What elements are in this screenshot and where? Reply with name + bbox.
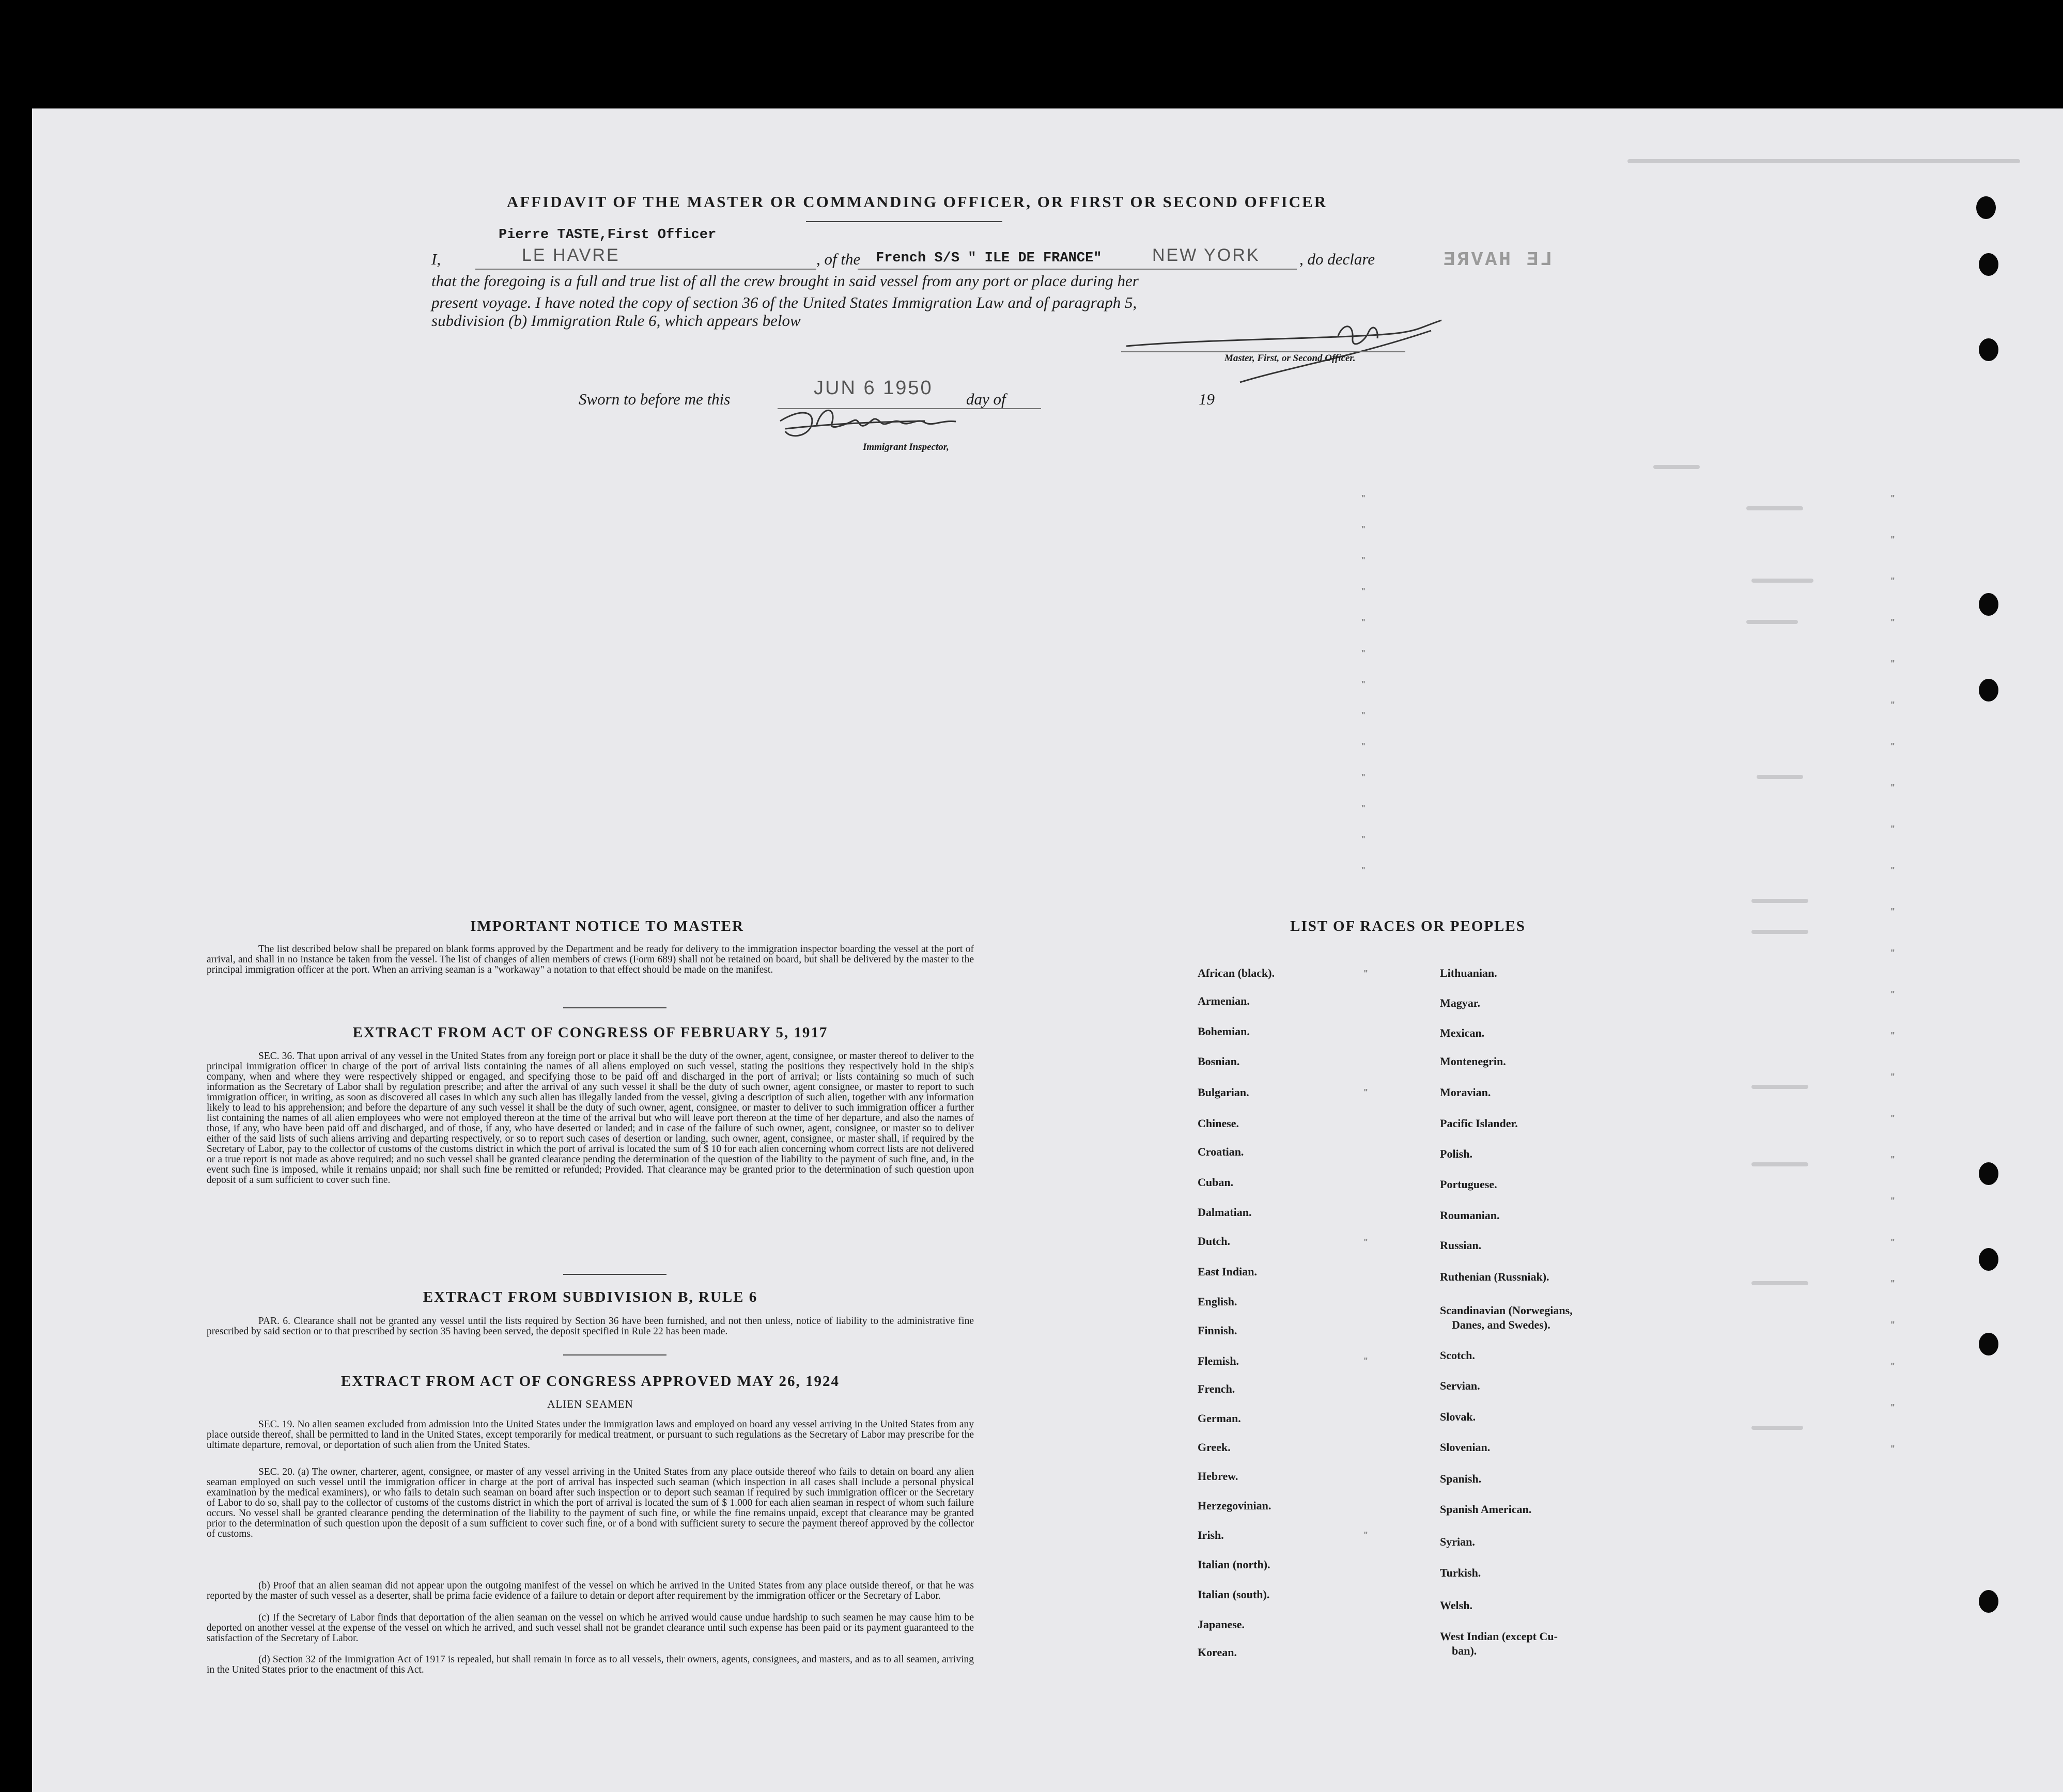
section-divider: [563, 1007, 666, 1008]
race-item: Montenegrin.: [1440, 1055, 1506, 1068]
race-item: Pacific Islander.: [1440, 1117, 1518, 1130]
ditto-mark: ": [1361, 834, 1366, 846]
officer-caption: Master, First, or Second Officer.: [1224, 353, 1356, 364]
ditto-mark: ": [1891, 1403, 1895, 1414]
notice-text: The list described below shall be prepared on blank forms approved by the Department and be ready for delivery to the immigration inspector boarding the vessel at the port of arrival, and shall in no instance be taken from the vessel. The list of changes of alien members of crews (Form 689) shall not be retained on board, but shall be delivered by the master to the principal immigration officer at the port. When an arriving seaman is a "workaway" a notation to that effect should be made on the manifest.: [207, 944, 974, 975]
extract-1924-sec20b: (b) Proof that an alien seaman did not appear upon the outgoing manifest of the vessel on which he arrived in the United States from any place outside thereof, or that he was reported by the master of such vessel as a deserter, shall be prima facie evidence of a failure to detain or deport after requirement by the immigration officer or the Secretary of Labor.: [207, 1580, 974, 1601]
race-item: German.: [1198, 1412, 1241, 1425]
ditto-mark: ": [1361, 865, 1366, 877]
race-item: Portuguese.: [1440, 1178, 1497, 1191]
race-item: Hebrew.: [1198, 1470, 1238, 1483]
inspector-caption: Immigrant Inspector,: [863, 442, 949, 453]
year-prefix: 19: [1199, 390, 1215, 408]
race-item: Italian (south).: [1198, 1588, 1270, 1601]
affidavit-title-underline: [806, 221, 1002, 222]
ditto-mark: ": [1891, 741, 1895, 753]
race-item: Chinese.: [1198, 1117, 1239, 1130]
punch-hole: [1979, 593, 1998, 616]
rule6-text: PAR. 6. Clearance shall not be granted any vessel until the lists required by Section 36 have been furnished, and not then unless, notice of liability to the administrative fine prescribed by said section or to that prescribed by section 35 having been served, the deposit specified in Rule 22 has been made.: [207, 1316, 974, 1337]
races-title: LIST OF RACES OR PEOPLES: [1290, 918, 1526, 934]
race-item: Cuban.: [1198, 1176, 1234, 1189]
race-item: Slovak.: [1440, 1410, 1476, 1423]
race-item: Spanish.: [1440, 1472, 1482, 1485]
extract-1917-text: SEC. 36. That upon arrival of any vessel in the United States from any foreign port or place it shall be the duty of the owner, agent, consignee, or master thereof to deliver to the principal immigration officer in charge of the port of arrival lists containing the names of all aliens employed on such vessel, stating the positions they respectively hold in the ship's company, when and where they were respectively shipped or engaged, and specifying those to be paid off and discharged in the port of arrival; or lists containing so much of such information as the Secretary of Labor shall by regulation prescribe; and after the arrival of any such vessel it shall be the duty of such owner, agent consignee, or master to report to such immigration officer, in writing, as soon as discovered all cases in which any such alien has illegally landed from the vessel, giving a description of such alien, together with any information likely to lead to his apprehension; and before the departure of any such vessel it shall be the duty of such owner, agent, consignee, or master to deliver to such immigration officer a further list containing the names of all alien employees who were not employed thereon at the time of the arrival but who will leave port thereon at the time of her departure, and also the names of those, if any, who have been paid off and discharged, and of those, if any, who have deserted or landed; and in case of the failure of such owner, agent, consignee, or master so to deliver either of the said lists of such aliens arriving and departing respectively, or so to report such cases of desertion or landing, such owner, agent, consignee, or master shall, if required by the Secretary of Labor, pay to the collector of customs of the customs district in which the port of arrival is located the sum of $ 10 for each alien concerning whom correct lists are not delivered or a true report is not made as above required; and no such vessel shall be granted clearance pending the determination of the question of the liability to the payment of such fine, and, in the event such fine is imposed, while it remains unpaid; nor shall such fine be remitted or refunded; Provided. That clearance may be granted prior to the determination of such question upon deposit of a sum sufficient to cover such fine.: [207, 1051, 974, 1186]
sworn-text: Sworn to before me this: [579, 390, 731, 408]
race-item: Roumanian.: [1440, 1209, 1500, 1222]
race-item: Italian (north).: [1198, 1558, 1270, 1571]
race-item: Welsh.: [1440, 1599, 1472, 1612]
race-item: ban).: [1452, 1644, 1477, 1657]
ditto-mark: ": [1891, 1237, 1895, 1249]
ditto-mark: ": [1891, 824, 1895, 835]
extract-1924-title: EXTRACT FROM ACT OF CONGRESS APPROVED MAY 26, 1924: [341, 1373, 840, 1390]
race-item: Greek.: [1198, 1441, 1231, 1454]
port-stamp-new-york: NEW YORK: [1152, 245, 1260, 265]
affidavit-line-3: present voyage. I have noted the copy of section 36 of the United States Immigration Law and of paragraph 5,: [431, 293, 1137, 311]
race-item: Slovenian.: [1440, 1441, 1491, 1454]
notice-title: IMPORTANT NOTICE TO MASTER: [470, 918, 744, 934]
ditto-mark: ": [1364, 1356, 1368, 1367]
port-stamp-le-havre: LE HAVRE: [522, 245, 620, 265]
ditto-mark: ": [1361, 803, 1366, 815]
ditto-mark: ": [1361, 555, 1366, 567]
race-item: Moravian.: [1440, 1086, 1491, 1099]
do-declare-text: , do declare: [1299, 250, 1375, 268]
bleed-through-text: LE HAVRE: [1441, 249, 1553, 271]
ditto-mark: ": [1361, 648, 1366, 660]
race-item: Dutch.: [1198, 1235, 1230, 1248]
race-item: Flemish.: [1198, 1354, 1239, 1367]
ditto-mark: ": [1891, 1279, 1895, 1290]
ditto-mark: ": [1891, 989, 1895, 1001]
ditto-mark: ": [1364, 1237, 1368, 1249]
race-item: Danes, and Swedes).: [1452, 1318, 1550, 1331]
of-the-text: , of the: [816, 250, 861, 268]
ditto-mark: ": [1891, 493, 1895, 505]
race-item: Croatian.: [1198, 1145, 1244, 1158]
affidavit-title: AFFIDAVIT OF THE MASTER OR COMMANDING OFFICER, OR FIRST OR SECOND OFFICER: [506, 193, 1328, 211]
ditto-mark: ": [1361, 586, 1366, 598]
ditto-mark: ": [1361, 617, 1366, 629]
race-item: East Indian.: [1198, 1265, 1257, 1278]
ditto-mark: ": [1891, 1320, 1895, 1331]
officer-signature: [1121, 310, 1452, 387]
ditto-mark: ": [1891, 1361, 1895, 1373]
ditto-mark: ": [1891, 783, 1895, 794]
ditto-mark: ": [1361, 710, 1366, 722]
race-item: Irish.: [1198, 1529, 1224, 1541]
ditto-mark: ": [1891, 1196, 1895, 1207]
ditto-mark: ": [1891, 535, 1895, 546]
vessel-underline: [858, 269, 1297, 270]
punch-hole: [1979, 1333, 1998, 1355]
affidavit-line-2: that the foregoing is a full and true list of all the crew brought in said vessel from any port or place during her: [431, 272, 1139, 290]
race-item: Mexican.: [1440, 1026, 1485, 1039]
vessel-name-typed: French S/S " ILE DE FRANCE": [876, 251, 1102, 266]
extract-1924-sec20d: (d) Section 32 of the Immigration Act of 1917 is repealed, but shall remain in force as to all vessels, their owners, agents, consignees, and masters, and as to all seamen, arriving in the United States prior to the enactment of this Act.: [207, 1654, 974, 1675]
race-item: Ruthenian (Russniak).: [1440, 1270, 1549, 1283]
race-item: French.: [1198, 1382, 1235, 1395]
punch-hole: [1979, 253, 1998, 276]
ditto-mark: ": [1891, 700, 1895, 711]
ditto-mark: ": [1361, 493, 1366, 505]
ditto-mark: ": [1361, 772, 1366, 784]
ditto-mark: ": [1891, 907, 1895, 918]
ditto-mark: ": [1361, 679, 1366, 691]
extract-1924-sec20a: SEC. 20. (a) The owner, charterer, agent, consignee, or master of any vessel arriving in the United States from any place outside thereof who fails to detain on board any alien seaman employed on such vessel until the immigration officer in charge at the port of arrival has inspected such seaman (which inspection in all cases shall include a personal physical examination by the medical examiners), or who fails to detain such seaman on board after such inspection or to deport such seaman if required by such immigration officer or the Secretary of Labor to do so, shall pay to the collector of customs of the customs district in which the port of arrival is located the sum of $ 1.000 for each alien seaman in respect of whom such failure occurs. No vessel shall be granted clearance pending the determination of the liability to the payment of such fine, or while the fine remains unpaid, except that clearance may be granted prior to the determination of such question upon the deposit of a sum sufficient to cover such fine, or of a bond with sufficient surety to secure the payment thereof approved by the collector of customs.: [207, 1467, 974, 1539]
race-item: Dalmatian.: [1198, 1206, 1252, 1219]
affidavit-line-4: subdivision (b) Immigration Rule 6, which appears below: [431, 311, 801, 330]
officer-name-typed: Pierre TASTE,First Officer: [499, 227, 717, 243]
alien-seamen-subtitle: ALIEN SEAMEN: [547, 1398, 633, 1410]
ditto-mark: ": [1891, 617, 1895, 629]
race-item: Finnish.: [1198, 1324, 1237, 1337]
ditto-mark: ": [1891, 1113, 1895, 1125]
ditto-mark: ": [1364, 969, 1368, 980]
ditto-mark: ": [1891, 1031, 1895, 1042]
ditto-mark: ": [1891, 865, 1895, 877]
race-item: Bulgarian.: [1198, 1086, 1249, 1099]
name-underline: [475, 269, 816, 270]
race-item: Bosnian.: [1198, 1055, 1240, 1068]
ditto-mark: ": [1891, 576, 1895, 587]
ditto-mark: ": [1364, 1087, 1368, 1099]
punch-hole: [1979, 1248, 1998, 1271]
race-item: Herzegovinian.: [1198, 1499, 1271, 1512]
race-item: Bohemian.: [1198, 1025, 1250, 1038]
race-item: Lithuanian.: [1440, 967, 1497, 979]
race-item: Korean.: [1198, 1646, 1237, 1659]
ditto-mark: ": [1364, 1530, 1368, 1541]
section-divider: [563, 1354, 666, 1355]
pronoun-i: I,: [431, 250, 441, 268]
rule6-title: EXTRACT FROM SUBDIVISION B, RULE 6: [423, 1289, 758, 1305]
ditto-mark: ": [1891, 1072, 1895, 1083]
punch-hole: [1976, 196, 1996, 219]
extract-1917-title: EXTRACT FROM ACT OF CONGRESS OF FEBRUARY 5, 1917: [352, 1024, 828, 1041]
day-of-text: day of: [966, 390, 1006, 408]
section-divider: [563, 1274, 666, 1275]
race-item: Syrian.: [1440, 1535, 1475, 1548]
sworn-date-stamp: JUN 6 1950: [814, 377, 933, 399]
race-item: Turkish.: [1440, 1566, 1481, 1579]
punch-hole: [1979, 1162, 1998, 1185]
extract-1924-sec20c: (c) If the Secretary of Labor finds that deportation of the alien seaman on the vessel on which he arrived would cause undue hardship to such seamen he may cause him to be deported on another vessel at the expense of the vessel on which he arrived, and such vessel shall not be grandet clearance until such expense has been paid or its payment guaranteed to the satisfaction of the Secretary of Labor.: [207, 1612, 974, 1644]
race-item: West Indian (except Cu-: [1440, 1630, 1558, 1643]
race-item: English.: [1198, 1295, 1237, 1308]
officer-signature-line: [1121, 351, 1405, 352]
punch-hole: [1979, 338, 1998, 361]
race-item: Japanese.: [1198, 1618, 1245, 1631]
race-item: Armenian.: [1198, 994, 1250, 1007]
race-item: Polish.: [1440, 1147, 1472, 1160]
ditto-mark: ": [1361, 741, 1366, 753]
ditto-mark: ": [1891, 659, 1895, 670]
inspector-signature: [770, 400, 1059, 442]
punch-hole: [1979, 679, 1998, 702]
race-item: Scotch.: [1440, 1349, 1475, 1362]
ditto-mark: ": [1891, 1155, 1895, 1166]
punch-hole: [1979, 1590, 1998, 1613]
race-item: Spanish American.: [1440, 1503, 1532, 1516]
race-item: Scandinavian (Norwegians,: [1440, 1304, 1573, 1317]
ditto-mark: ": [1891, 948, 1895, 959]
race-item: Servian.: [1440, 1379, 1480, 1392]
ditto-mark: ": [1891, 1444, 1895, 1455]
extract-1924-sec19: SEC. 19. No alien seamen excluded from admission into the United States under the immigration laws and employed on board any vessel arriving in the United States from any place outside thereof, shall be permitted to land in the United States, except temporarily for medical treatment, or pursuant to such regulations as the Secretary of Labor may prescribe for the ultimate departure, removal, or deportation of such alien from the United States.: [207, 1419, 974, 1451]
race-item: Russian.: [1440, 1239, 1482, 1252]
ditto-mark: ": [1361, 524, 1366, 536]
race-item: Magyar.: [1440, 996, 1481, 1009]
race-item: African (black).: [1198, 967, 1275, 979]
